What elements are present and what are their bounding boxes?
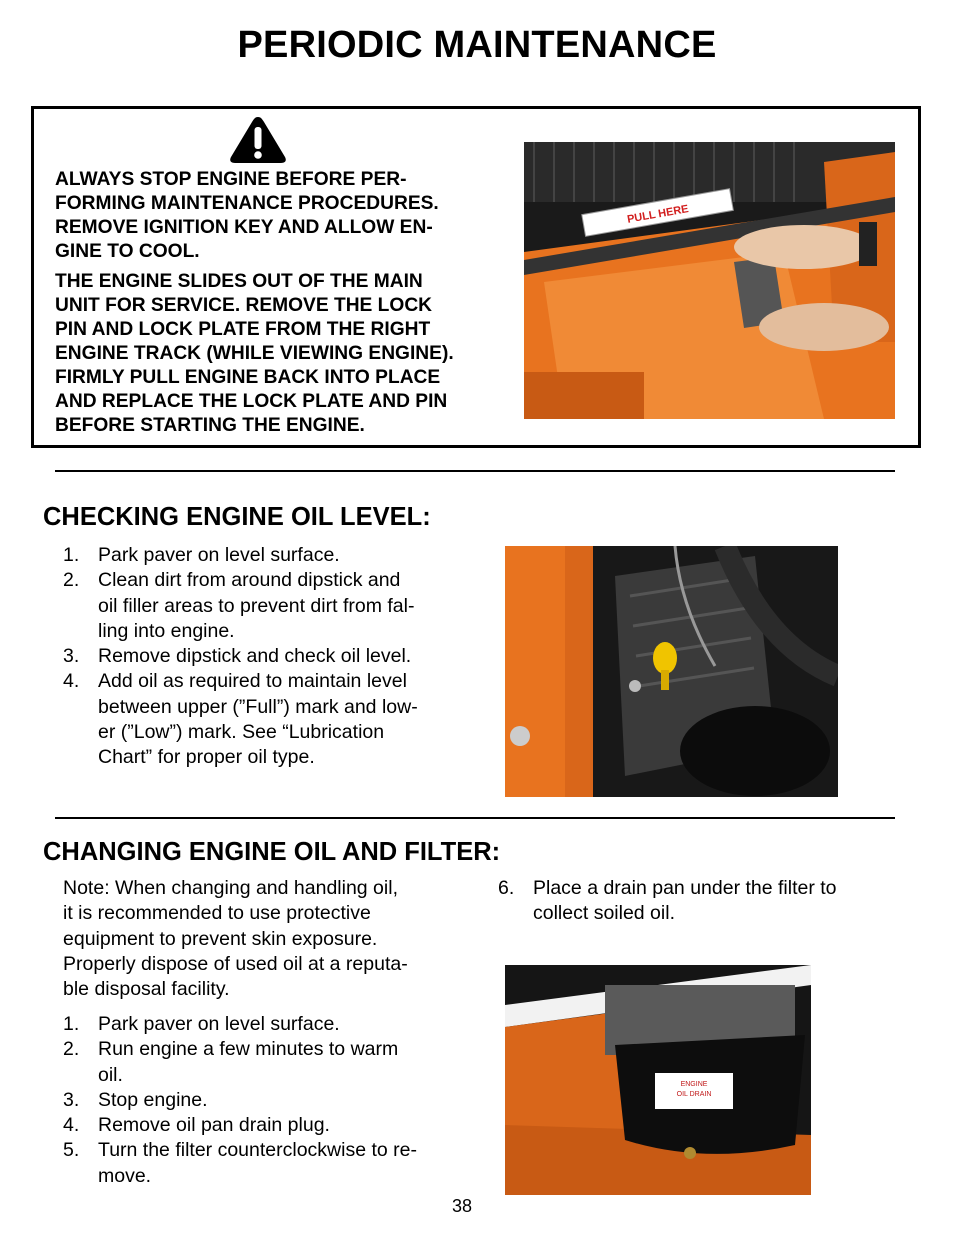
warning-paragraph-1: ALWAYS STOP ENGINE BEFORE PER- FORMING MAINTENANCE PROCEDURES. REMOVE IGNITION KEY AND ALLOW EN- GINE TO COOL. [55, 169, 439, 262]
pull-here-label: PULL HERE [626, 203, 690, 226]
dipstick-photo [505, 546, 838, 797]
engine-lock-pin-photo [524, 142, 895, 419]
oil-drain-label-line: OIL DRAIN [676, 1091, 712, 1098]
section-heading-oil-filter: CHANGING ENGINE OIL AND FILTER: [43, 838, 501, 866]
list-item: 2. Clean dirt from around dipstick and oil filler areas to prevent dirt from fal- ling into engine. [63, 569, 415, 642]
list-item: 1. Park paver on level surface. [63, 1013, 340, 1035]
list-item: 4. Remove oil pan drain plug. [63, 1114, 330, 1137]
list-item: 3. Remove dipstick and check oil level. [63, 645, 412, 668]
list-item: 4. Add oil as required to maintain level between upper (”Full”) mark and low- er (”Low”) mark. See “Lubrication Chart” for proper oil type. [63, 670, 418, 769]
warning-paragraph-2: THE ENGINE SLIDES OUT OF THE MAIN UNIT FOR SERVICE. REMOVE THE LOCK PIN AND LOCK PLATE FROM THE RIGHT ENGINE TRACK (WHILE VIEWING ENGINE). FIRMLY PULL ENGINE BACK INTO PLACE AND REPLACE THE LOCK PLATE AND PIN BEFORE STARTING THE ENGINE. [55, 271, 454, 436]
oil-change-steps-continued [498, 876, 883, 927]
section-divider [55, 470, 895, 472]
section-divider [55, 817, 895, 819]
oil-level-steps [63, 543, 448, 771]
list-item: 3. Stop engine. [63, 1088, 208, 1111]
list-item: 1. Park paver on level surface. [63, 544, 340, 566]
section-heading-oil-level: CHECKING ENGINE OIL LEVEL: [43, 503, 431, 531]
list-item: 6. Place a drain pan under the filter to collect soiled oil. [498, 877, 837, 925]
list-item: 2. Run engine a few minutes to warm oil. [63, 1038, 399, 1086]
oil-drain-photo [505, 965, 811, 1195]
page-number: 38 [452, 1196, 473, 1216]
oil-handling-note: Note: When changing and handling oil, it is recommended to use protective equipment to prevent skin exposure. Properly dispose of used oil at a reputa- ble disposal facility. [63, 877, 408, 1001]
warning-triangle-icon [228, 115, 288, 165]
page-title: PERIODIC MAINTENANCE [237, 24, 717, 66]
list-item: 5. Turn the filter counterclockwise to re- move. [63, 1139, 417, 1187]
engine-label-line: ENGINE [680, 1081, 708, 1088]
oil-change-steps [63, 1012, 448, 1189]
